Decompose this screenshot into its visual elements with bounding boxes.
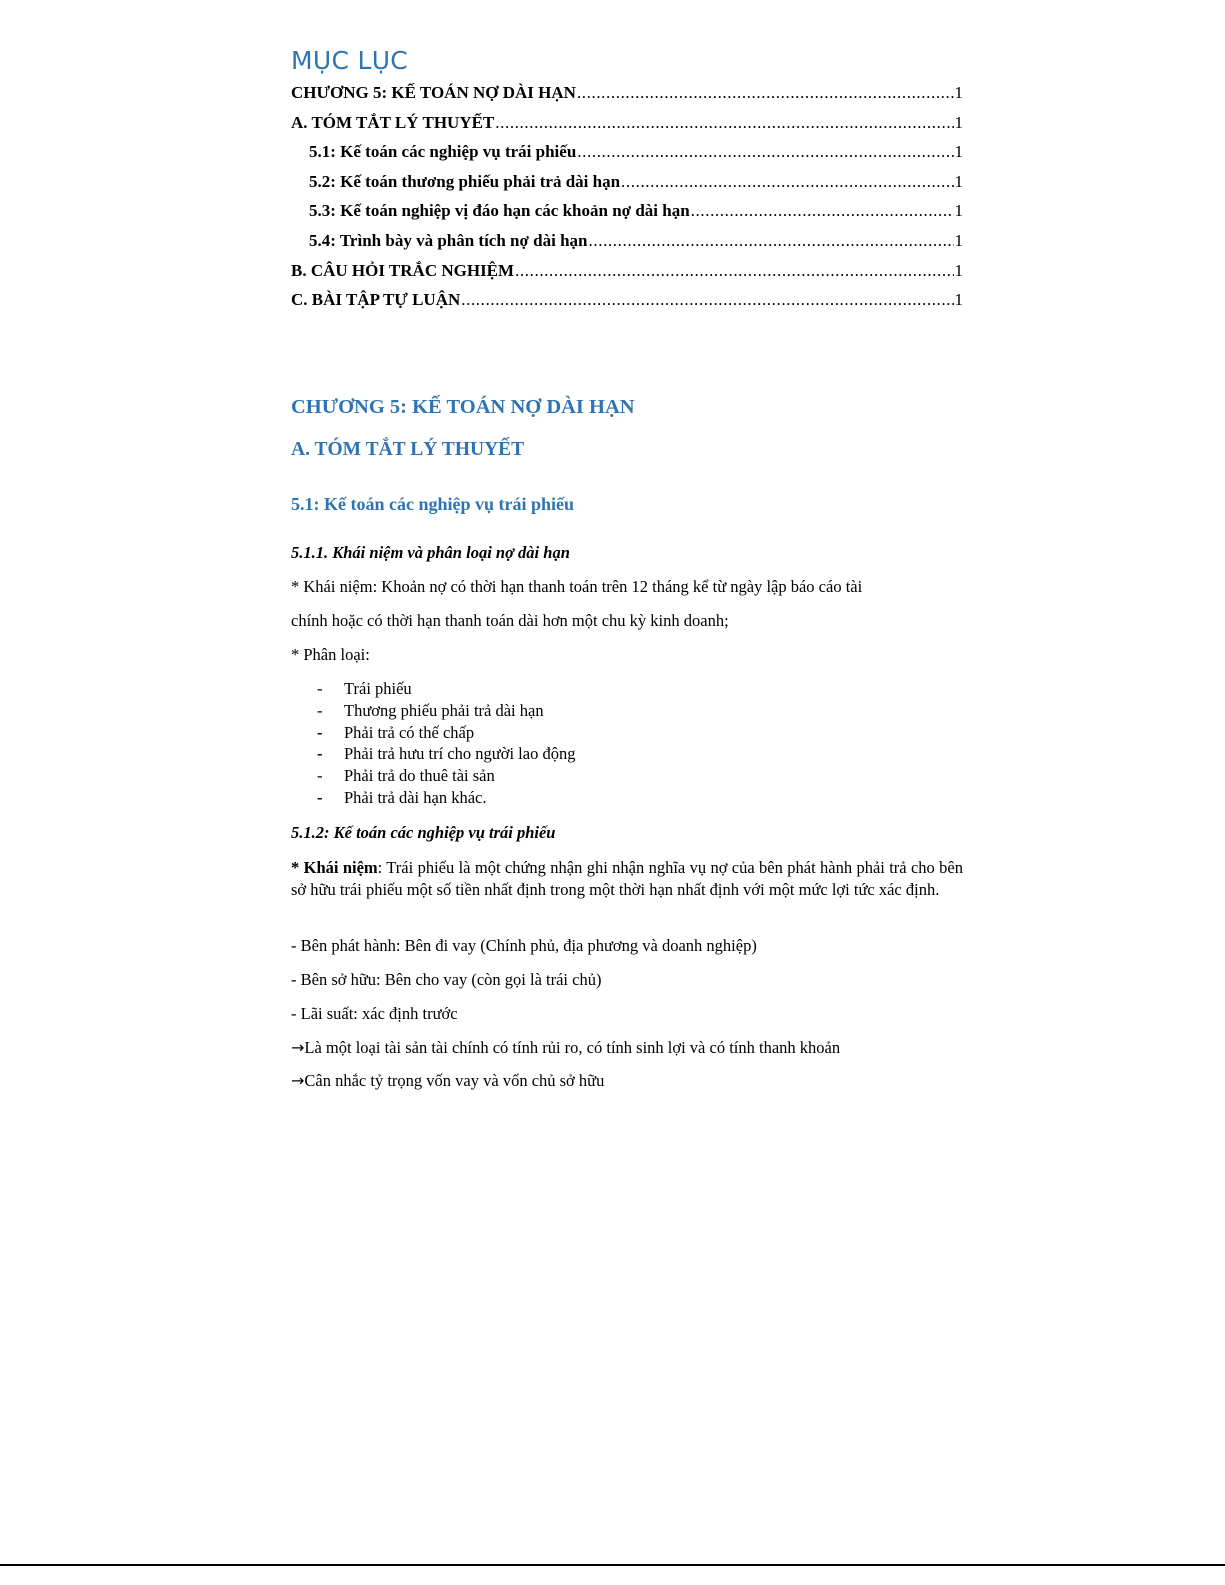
list-item bbox=[291, 678, 891, 700]
toc-entry-text: B. CÂU HỎI TRẮC NGHIỆM bbox=[291, 260, 515, 280]
arrow-line-2 bbox=[291, 1070, 963, 1092]
toc-page-number: 1 bbox=[954, 201, 963, 221]
list-item-text: Phải trả hưu trí cho người lao động bbox=[344, 744, 576, 764]
toc-entry-5-2[interactable] bbox=[291, 172, 963, 202]
classification-label: * Phân loại: bbox=[291, 645, 370, 664]
toc-leader-dots bbox=[577, 83, 954, 103]
section-a-heading: A. TÓM TẮT LÝ THUYẾT bbox=[291, 439, 525, 460]
subsection-5-1-2-heading: 5.1.2: Kế toán các nghiệp vụ trái phiếu bbox=[291, 823, 556, 842]
toc-entry-section-a[interactable] bbox=[291, 113, 963, 143]
table-of-contents bbox=[291, 83, 963, 320]
toc-leader-dots bbox=[621, 172, 953, 192]
list-dash: - bbox=[317, 787, 323, 807]
list-dash: - bbox=[317, 722, 323, 742]
arrow-line-1-text: Là một loại tài sản tài chính có tính rủi ro, có tính sinh lợi và có tính thanh khoản bbox=[304, 1038, 841, 1057]
list-dash: - bbox=[317, 679, 323, 698]
interest-rate-line: - Lãi suất: xác định trước bbox=[291, 1004, 458, 1023]
concept-paragraph-line-2: chính hoặc có thời hạn thanh toán dài hơn một chu kỳ kinh doanh; bbox=[291, 611, 729, 630]
list-dash: - bbox=[317, 766, 323, 786]
list-item-text: Phải trả do thuê tài sản bbox=[344, 766, 495, 786]
toc-leader-dots bbox=[577, 142, 953, 162]
arrow-line-1 bbox=[291, 1037, 963, 1059]
concept-paragraph-line-1: * Khái niệm: Khoản nợ có thời hạn thanh toán trên 12 tháng kể từ ngày lập báo cáo tài bbox=[291, 577, 863, 596]
arrow-right-icon: → bbox=[291, 1071, 305, 1090]
toc-leader-dots bbox=[589, 231, 954, 251]
bond-concept-paragraph bbox=[291, 857, 963, 901]
toc-entry-text: 5.2: Kế toán thương phiếu phải trả dài hạn bbox=[309, 171, 621, 191]
list-item-text: Phải trả dài hạn khác. bbox=[344, 787, 487, 807]
list-dash: - bbox=[317, 744, 323, 764]
toc-page-number: 1 bbox=[954, 260, 963, 280]
arrow-right-icon: → bbox=[291, 1038, 305, 1057]
issuer-line: - Bên phát hành: Bên đi vay (Chính phủ, địa phương và doanh nghiệp) bbox=[291, 936, 757, 955]
toc-entry-text: CHƯƠNG 5: KẾ TOÁN NỢ DÀI HẠN bbox=[291, 83, 576, 102]
toc-entry-text: 5.3: Kế toán nghiệp vị đáo hạn các khoản nợ dài hạn bbox=[309, 201, 690, 221]
arrow-line-2-text: Cân nhắc tỷ trọng vốn vay và vốn chủ sở hữu bbox=[304, 1071, 605, 1090]
toc-entry-section-c[interactable] bbox=[291, 290, 963, 320]
toc-entry-text: 5.4: Trình bày và phân tích nợ dài hạn bbox=[309, 230, 588, 250]
toc-entry-text: 5.1: Kế toán các nghiệp vụ trái phiếu bbox=[309, 142, 577, 162]
toc-entry-text: A. TÓM TẮT LÝ THUYẾT bbox=[291, 112, 495, 132]
list-item bbox=[291, 722, 891, 744]
section-5-1-heading: 5.1: Kế toán các nghiệp vụ trái phiếu bbox=[291, 494, 575, 514]
toc-title: MỤC LỤC bbox=[291, 46, 409, 75]
toc-entry-text: C. BÀI TẬP TỰ LUẬN bbox=[291, 290, 461, 310]
list-item bbox=[291, 787, 891, 809]
classification-list bbox=[291, 678, 891, 809]
toc-leader-dots bbox=[495, 113, 953, 133]
toc-entry-5-3[interactable] bbox=[291, 201, 963, 231]
list-item-text: Trái phiếu bbox=[344, 679, 412, 698]
list-item bbox=[291, 765, 891, 787]
bond-concept-label: * Khái niệm bbox=[291, 858, 378, 877]
toc-page-number: 1 bbox=[954, 112, 963, 132]
list-dash: - bbox=[317, 700, 323, 720]
list-item bbox=[291, 743, 891, 765]
toc-entry-chapter-5[interactable] bbox=[291, 83, 963, 113]
toc-leader-dots bbox=[691, 201, 954, 221]
toc-entry-5-1[interactable] bbox=[291, 142, 963, 172]
toc-page-number: 1 bbox=[954, 171, 963, 191]
toc-entry-5-4[interactable] bbox=[291, 231, 963, 261]
chapter-heading: CHƯƠNG 5: KẾ TOÁN NỢ DÀI HẠN bbox=[291, 396, 635, 418]
toc-entry-section-b[interactable] bbox=[291, 261, 963, 291]
bond-concept-text: : Trái phiếu là một chứng nhận ghi nhận nghĩa vụ nợ của bên phát hành phải trả cho bên sở hữu trái phiếu một số tiền nhất định trong một thời hạn nhất định với một mức lợi tức xác định. bbox=[291, 858, 963, 899]
toc-page-number: 1 bbox=[954, 83, 963, 102]
list-item bbox=[291, 700, 891, 722]
holder-line: - Bên sở hữu: Bên cho vay (còn gọi là trái chủ) bbox=[291, 970, 602, 989]
list-item-text: Phải trả có thế chấp bbox=[344, 722, 475, 742]
toc-page-number: 1 bbox=[954, 290, 963, 310]
subsection-5-1-1-heading: 5.1.1. Khái niệm và phân loại nợ dài hạn bbox=[291, 543, 570, 562]
toc-page-number: 1 bbox=[954, 230, 963, 250]
toc-page-number: 1 bbox=[954, 142, 963, 162]
toc-leader-dots bbox=[515, 261, 953, 281]
list-item-text: Thương phiếu phải trả dài hạn bbox=[344, 700, 544, 720]
page-bottom-rule bbox=[0, 1564, 1225, 1566]
toc-leader-dots bbox=[461, 290, 953, 310]
